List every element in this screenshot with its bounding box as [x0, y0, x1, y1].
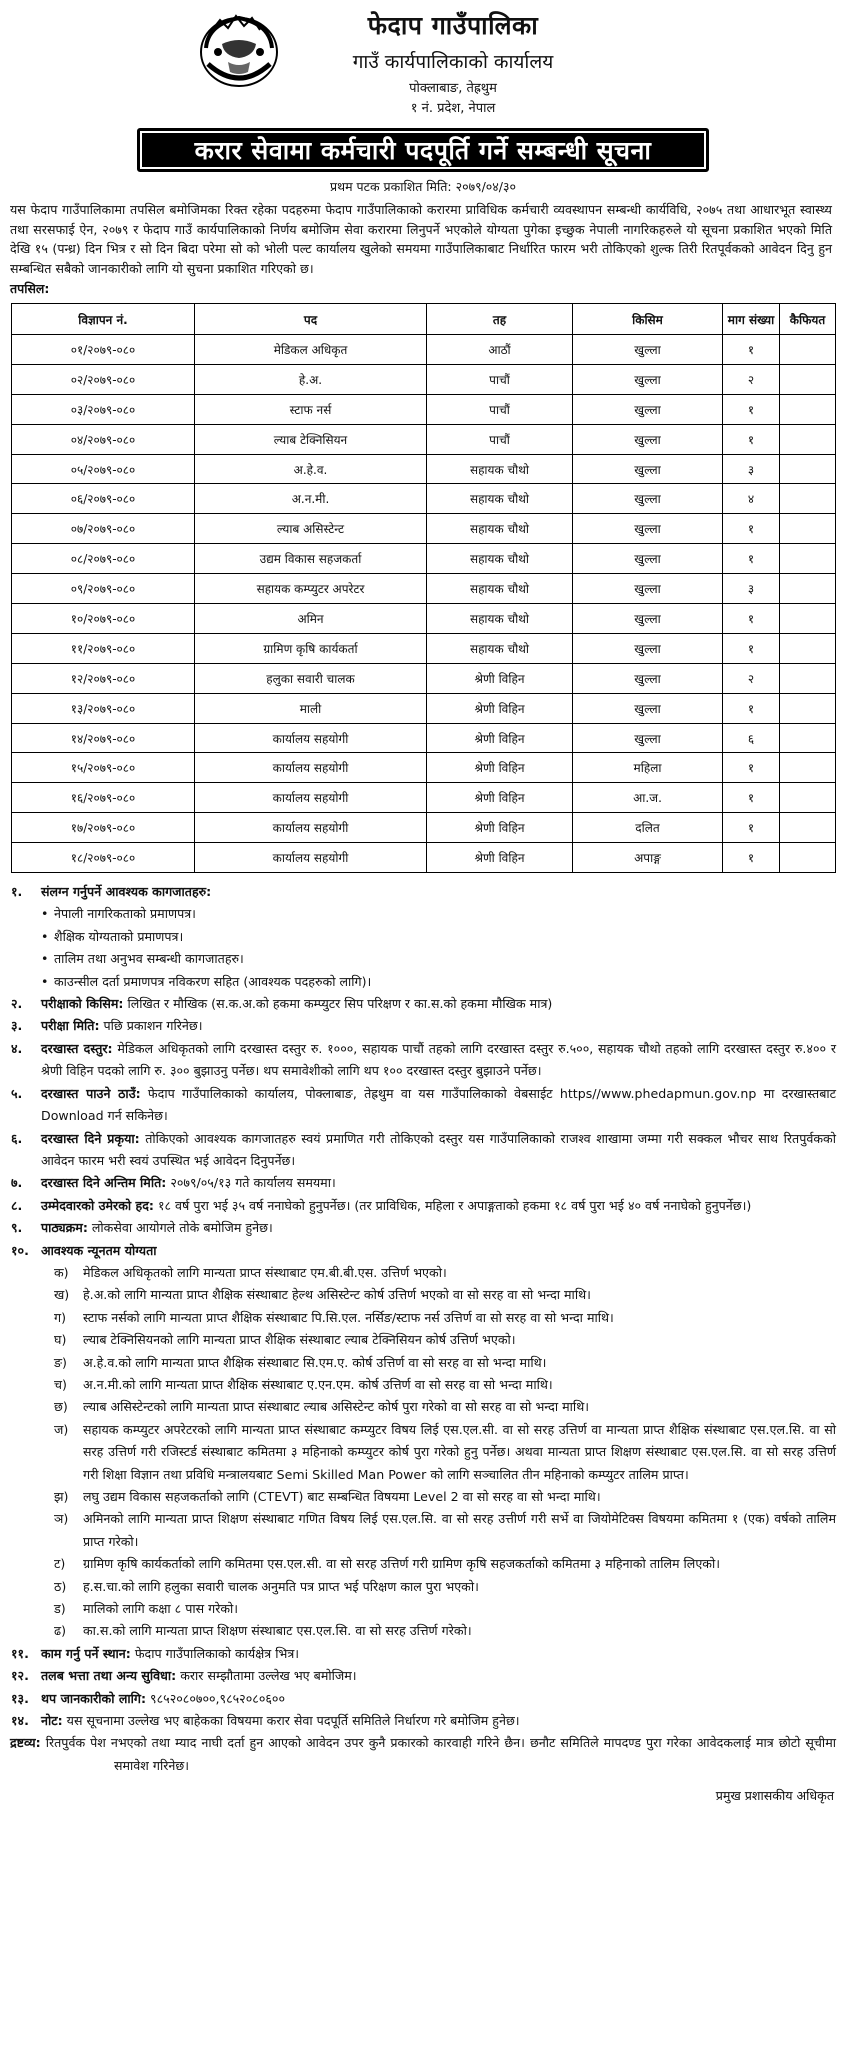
- remarks-cell: [780, 454, 836, 484]
- level-cell: श्रेणी विहिन: [427, 693, 573, 723]
- bullet-icon: •: [41, 928, 49, 944]
- level-cell: श्रेणी विहिन: [427, 813, 573, 843]
- count-cell: १: [723, 633, 780, 663]
- table-row: [12, 454, 836, 484]
- post-cell: हे.अ.: [195, 364, 427, 394]
- remarks-cell: [780, 394, 836, 424]
- level-cell: सहायक चौथो: [427, 454, 573, 484]
- note-number: २.: [11, 996, 23, 1012]
- note-13: [10, 1688, 836, 1710]
- note-label: दरखास्त दस्तुर:: [41, 1040, 113, 1056]
- post-cell: माली: [195, 693, 427, 723]
- item-marker: क): [54, 1264, 69, 1280]
- type-cell: दलित: [573, 813, 723, 843]
- qualification-item: [10, 1553, 836, 1575]
- note-label: परीक्षा मिति:: [41, 1018, 100, 1034]
- item-marker: च): [54, 1376, 67, 1392]
- note-3: [10, 1015, 836, 1037]
- qualification-item: [10, 1284, 836, 1306]
- list-item-text: शैक्षिक योग्यताको प्रमाणपत्र।: [54, 928, 184, 944]
- publish-date: प्रथम पटक प्रकाशित मिति: २०७९/०४/३०: [330, 179, 516, 194]
- col-header-ad-no: विज्ञापन नं.: [12, 304, 195, 335]
- post-cell: अ.हे.व.: [195, 454, 427, 484]
- table-row: [12, 335, 836, 365]
- note-text: मेडिकल अधिकृतको लागि दरखास्त दस्तुर रु. १०००, सहायक पाचौं तहको लागि दरखास्त दस्तुर रु.५००, सहायक चौथो तहको लागि दरखास्त दस्तुर रु.४०० र श्रेणी विहिन पदको लागि रु. ३०० बुझाउनु पर्नेछ। थप समावेशीको लागि थप १०० दरखास्त दस्तुर बुझाउने पर्नेछ।: [41, 1040, 836, 1079]
- ad-no-cell: १४/२०७९-०८०: [12, 723, 195, 753]
- item-marker: ढ): [54, 1623, 67, 1639]
- list-item: [10, 903, 836, 925]
- qualification-item: [10, 1598, 836, 1620]
- note-text: यस सूचनामा उल्लेख भए बाहेकका विषयमा करार सेवा पदपूर्ति समितिले निर्धारण गरे बमोजिम हुनेछ।: [62, 1713, 520, 1729]
- type-cell: खुल्ला: [573, 723, 723, 753]
- notice-title-banner: करार सेवामा कर्मचारी पदपूर्ति गर्ने सम्बन्धी सूचना: [137, 128, 709, 172]
- note-text: लिखित र मौखिक (स.क.अ.को हकमा कम्प्युटर सिप परिक्षण र का.स.को हकमा मौखिक मात्र): [123, 996, 553, 1012]
- item-text: अ.हे.व.को लागि मान्यता प्राप्त शैक्षिक संस्थाबाट सि.एम.ए. कोर्ष उत्तिर्ण वा सो सरह वा सो भन्दा माथि।: [83, 1354, 547, 1370]
- list-item-text: नेपाली नागरिकताको प्रमाणपत्र।: [54, 906, 196, 922]
- count-cell: २: [723, 663, 780, 693]
- remarks-cell: [780, 544, 836, 574]
- drishtavya-text: रितपुर्वक पेश नभएको तथा म्याद नाघी दर्ता हुन आएको आवेदन उपर कुनै प्रकारको कारवाही गरिने छैन। छनौट समितिले मापदण्ड पुरा गरेका आवेदकलाई मात्र छोटो सूचीमा समावेश गरिनेछ।: [40, 1735, 836, 1773]
- bullet-icon: •: [41, 906, 49, 922]
- post-cell: कार्यालय सहयोगी: [195, 723, 427, 753]
- note-number: ६.: [11, 1130, 23, 1146]
- remarks-cell: [780, 514, 836, 544]
- post-cell: स्टाफ नर्स: [195, 394, 427, 424]
- level-cell: सहायक चौथो: [427, 604, 573, 634]
- post-cell: कार्यालय सहयोगी: [195, 753, 427, 783]
- col-header-type: किसिम: [573, 304, 723, 335]
- count-cell: १: [723, 843, 780, 873]
- note-6: [10, 1128, 836, 1173]
- item-marker: ग): [54, 1309, 67, 1325]
- note-label: थप जानकारीको लागि:: [41, 1690, 147, 1706]
- org-office: गाउँ कार्यपालिकाको कार्यालय: [352, 51, 554, 73]
- note-number: ९.: [11, 1220, 23, 1236]
- table-row: [12, 813, 836, 843]
- qualification-item: [10, 1486, 836, 1508]
- note-text: पछि प्रकाशन गरिनेछ।: [99, 1018, 203, 1034]
- type-cell: खुल्ला: [573, 335, 723, 365]
- remarks-cell: [780, 813, 836, 843]
- note-4: [10, 1038, 836, 1083]
- note-text: ९८५२०८०७००,९८५२०८०६००: [146, 1690, 286, 1706]
- post-cell: अमिन: [195, 604, 427, 634]
- drishtavya-label: द्रष्टव्य:: [10, 1735, 41, 1751]
- item-text: हे.अ.को लागि मान्यता प्राप्त शैक्षिक संस्थाबाट हेल्थ असिस्टेन्ट कोर्ष उत्तिर्ण भएको वा सो सरह वा सो भन्दा माथि।: [83, 1287, 591, 1303]
- remarks-cell: [780, 723, 836, 753]
- col-header-post: पद: [195, 304, 427, 335]
- table-row: [12, 723, 836, 753]
- ad-no-cell: १५/२०७९-०८०: [12, 753, 195, 783]
- note-label: काम गर्नु पर्ने स्थान:: [41, 1645, 131, 1661]
- type-cell: आ.ज.: [573, 783, 723, 813]
- note-text: फेदाप गाउँपालिकाको कार्यक्षेत्र भित्र।: [130, 1645, 300, 1661]
- header: [10, 6, 836, 126]
- qualification-item: [10, 1307, 836, 1329]
- note-label: दरखास्त पाउने ठाउँ:: [41, 1085, 141, 1101]
- count-cell: ३: [723, 574, 780, 604]
- note-number: ८.: [11, 1197, 23, 1213]
- table-row: [12, 633, 836, 663]
- list-item: [10, 948, 836, 970]
- note-12: [10, 1665, 836, 1687]
- item-marker: ङ): [54, 1354, 67, 1370]
- item-text: सहायक कम्प्युटर अपरेटरको लागि मान्यता प्राप्त संस्थाबाट कम्प्युटर विषय लिई एस.एल.सी. वा सो सरह उत्तिर्ण वा मान्यता प्राप्त शैक्षिक संस्थाबाट एस.एल.सि. वा सो सरह उत्तिर्ण गरी रजिस्टर्ड संस्थाबाट कमितमा ३ महिनाको कम्प्युटर कोर्ष पुरा गरेको हुनु पर्नेछ। अथवा मान्यता प्राप्त शिक्षण संस्थाबाट एस.एल.सि. वा सो सरह उत्तिर्ण गरी शिक्षा विज्ञान तथा प्रविधि मन्त्रालयबाट Semi Skilled Man Power को लागि सञ्चालित तीन महिनाको कम्प्युटर तालिम प्राप्त।: [83, 1421, 836, 1482]
- post-cell: ल्याब टेक्निसियन: [195, 424, 427, 454]
- note-text: १८ वर्ष पुरा भई ३५ वर्ष ननाघेको हुनुपर्नेछ। (तर प्राविधिक, महिला र अपाङ्गताको हकमा १८ वर्ष पुरा भई ४० वर्ष ननाघेको हुनुपर्नेछ।): [153, 1197, 752, 1213]
- item-text: अ.न.मी.को लागि मान्यता प्राप्त शैक्षिक संस्थाबाट ए.एन.एम. कोर्ष उत्तिर्ण वा सो सरह वा सो भन्दा माथि।: [83, 1376, 553, 1392]
- count-cell: १: [723, 394, 780, 424]
- item-text: स्टाफ नर्सको लागि मान्यता प्राप्त शैक्षिक संस्थाबाट पि.सि.एल. नर्सिङ/स्टाफ नर्स उत्तिर्ण वा सो सरह वा सो भन्दा माथि।: [83, 1309, 614, 1325]
- col-header-remarks: कैफियत: [780, 304, 836, 335]
- item-text: लघु उद्यम विकास सहजकर्ताको लागि (CTEVT) बाट सम्बन्धित विषयमा Level 2 वा सो सरह वा सो भन्दा माथि।: [83, 1489, 601, 1504]
- count-cell: १: [723, 783, 780, 813]
- type-cell: खुल्ला: [573, 454, 723, 484]
- count-cell: ६: [723, 723, 780, 753]
- item-marker: ज): [54, 1421, 69, 1437]
- post-cell: ल्याब असिस्टेन्ट: [195, 514, 427, 544]
- note-label: पाठ्यक्रम:: [41, 1220, 88, 1236]
- post-cell: ग्रामिण कृषि कार्यकर्ता: [195, 633, 427, 663]
- level-cell: सहायक चौथो: [427, 484, 573, 514]
- note-label: दरखास्त दिने अन्तिम मिति:: [41, 1175, 167, 1191]
- note-5: [10, 1083, 836, 1128]
- qualification-item: [10, 1576, 836, 1598]
- level-cell: पाचौं: [427, 424, 573, 454]
- note-1: [10, 881, 836, 903]
- note-number: ११.: [11, 1645, 29, 1661]
- note-number: १३.: [11, 1690, 29, 1706]
- qualification-item: [10, 1620, 836, 1642]
- qualification-item: [10, 1329, 836, 1351]
- bullet-icon: •: [41, 973, 49, 989]
- note-text: लोकसेवा आयोगले तोके बमोजिम हुनेछ।: [87, 1220, 273, 1236]
- count-cell: १: [723, 514, 780, 544]
- ad-no-cell: ०३/२०७९-०८०: [12, 394, 195, 424]
- post-cell: कार्यालय सहयोगी: [195, 843, 427, 873]
- type-cell: खुल्ला: [573, 484, 723, 514]
- col-header-level: तह: [427, 304, 573, 335]
- remarks-cell: [780, 633, 836, 663]
- item-marker: घ): [54, 1332, 67, 1348]
- level-cell: श्रेणी विहिन: [427, 783, 573, 813]
- type-cell: खुल्ला: [573, 424, 723, 454]
- count-cell: १: [723, 544, 780, 574]
- ad-no-cell: ०४/२०७९-०८०: [12, 424, 195, 454]
- item-marker: झ): [54, 1489, 69, 1504]
- ad-no-cell: ०५/२०७९-०८०: [12, 454, 195, 484]
- level-cell: श्रेणी विहिन: [427, 663, 573, 693]
- note-8: [10, 1195, 836, 1217]
- note-number: १२.: [11, 1668, 29, 1684]
- note-label: दरखास्त दिने प्रकृया:: [41, 1130, 140, 1146]
- ad-no-cell: १७/२०७९-०८०: [12, 813, 195, 843]
- count-cell: १: [723, 813, 780, 843]
- item-marker: छ): [54, 1399, 68, 1415]
- notes-section: [10, 881, 836, 1777]
- item-marker: ट): [54, 1556, 66, 1572]
- post-cell: अ.न.मी.: [195, 484, 427, 514]
- drishtavya-note: [10, 1732, 836, 1777]
- type-cell: अपाङ्ग: [573, 843, 723, 873]
- ad-no-cell: १२/२०७९-०८०: [12, 663, 195, 693]
- ad-no-cell: १८/२०७९-०८०: [12, 843, 195, 873]
- remarks-cell: [780, 843, 836, 873]
- note-number: ५.: [11, 1085, 23, 1101]
- item-text: मेडिकल अधिकृतको लागि मान्यता प्राप्त संस्थाबाट एम.बी.बी.एस. उत्तिर्ण भएको।: [83, 1264, 447, 1280]
- count-cell: १: [723, 693, 780, 723]
- required-documents-list: [10, 903, 836, 993]
- item-marker: ख): [54, 1287, 70, 1303]
- note-label: उम्मेदवारको उमेरको हद:: [41, 1197, 154, 1213]
- post-cell: मेडिकल अधिकृत: [195, 335, 427, 365]
- qualification-item: [10, 1396, 836, 1418]
- note-11: [10, 1643, 836, 1665]
- remarks-cell: [780, 753, 836, 783]
- table-row: [12, 364, 836, 394]
- item-text: का.स.को लागि मान्यता प्राप्त शिक्षण संस्थाबाट एस.एल.सि. वा सो सरह उत्तिर्ण गरेको।: [83, 1623, 472, 1639]
- level-cell: सहायक चौथो: [427, 514, 573, 544]
- level-cell: सहायक चौथो: [427, 633, 573, 663]
- post-cell: सहायक कम्प्युटर अपरेटर: [195, 574, 427, 604]
- type-cell: खुल्ला: [573, 574, 723, 604]
- ad-no-cell: ०६/२०७९-०८०: [12, 484, 195, 514]
- table-row: [12, 424, 836, 454]
- type-cell: खुल्ला: [573, 604, 723, 634]
- note-2: [10, 993, 836, 1015]
- count-cell: १: [723, 753, 780, 783]
- tapsil-label: तपसिल:: [10, 281, 50, 296]
- level-cell: आठौं: [427, 335, 573, 365]
- level-cell: श्रेणी विहिन: [427, 843, 573, 873]
- remarks-cell: [780, 484, 836, 514]
- signature-title: प्रमुख प्रशासकीय अधिकृत: [715, 1788, 834, 1804]
- note-number: ७.: [11, 1175, 23, 1191]
- type-cell: खुल्ला: [573, 633, 723, 663]
- note-text: तोकिएको आवश्यक कागजातहरु स्वयं प्रमाणित गरी तोकिएको दस्तुर यस गाउँपालिकाको राजश्व शाखामा जम्मा गरी सक्कल भौचर साथ रितपुर्वकको आवेदन फारम भरी स्वयं उपस्थित भई आवेदन दिनुपर्नेछ।: [41, 1130, 836, 1168]
- table-row: [12, 783, 836, 813]
- table-row: [12, 514, 836, 544]
- ad-no-cell: ०१/२०७९-०८०: [12, 335, 195, 365]
- note-number: ३.: [11, 1018, 23, 1034]
- ad-no-cell: १३/२०७९-०८०: [12, 693, 195, 723]
- list-item: [10, 926, 836, 948]
- type-cell: खुल्ला: [573, 693, 723, 723]
- ad-no-cell: ०७/२०७९-०८०: [12, 514, 195, 544]
- table-row: [12, 604, 836, 634]
- org-address-line-1: पोक्लाबाङ, तेह्रथुम: [409, 81, 497, 96]
- item-marker: ञ): [54, 1511, 69, 1527]
- table-row: [12, 843, 836, 873]
- count-cell: १: [723, 335, 780, 365]
- note-text: करार सम्झौतामा उल्लेख भए बमोजिम।: [176, 1668, 357, 1684]
- post-cell: उद्यम विकास सहजकर्ता: [195, 544, 427, 574]
- level-cell: पाचौं: [427, 394, 573, 424]
- note-label: नोट:: [41, 1713, 63, 1729]
- item-text: ह.स.चा.को लागि हलुका सवारी चालक अनुमति पत्र प्राप्त भई परिक्षण काल पुरा भएको।: [83, 1578, 479, 1594]
- note-label: आवश्यक न्यूनतम योग्यता: [41, 1242, 157, 1258]
- bullet-icon: •: [41, 951, 49, 967]
- col-header-count: माग संख्या: [723, 304, 780, 335]
- remarks-cell: [780, 424, 836, 454]
- ad-no-cell: १०/२०७९-०८०: [12, 604, 195, 634]
- ad-no-cell: ०२/२०७९-०८०: [12, 364, 195, 394]
- post-cell: कार्यालय सहयोगी: [195, 783, 427, 813]
- note-10: [10, 1240, 836, 1262]
- table-row: [12, 693, 836, 723]
- table-row: [12, 574, 836, 604]
- type-cell: खुल्ला: [573, 544, 723, 574]
- remarks-cell: [780, 335, 836, 365]
- item-text: अमिनको लागि मान्यता प्राप्त शिक्षण संस्थाबाट गणित विषय लिई एस.एल.सि. वा सो सरह उत्तीर्ण गरी सर्भे वा जियोमेटिक्स विषयमा कमितमा १ (एक) वर्षको तालिम प्राप्त गरेको।: [83, 1511, 836, 1549]
- level-cell: सहायक चौथो: [427, 574, 573, 604]
- intro-paragraph: यस फेदाप गाउँपालिकामा तपसिल बमोजिमका रिक्त रहेका पदहरुमा फेदाप गाउँपालिकाको करारमा प्राविधिक कर्मचारी व्यवस्थापन सम्बन्धी कार्यविधि, २०७५ तथा आधारभूत स्वास्थ्य तथा सरसफाई ऐन, २०७९ र फेदाप गाउँ कार्यपालिकाको निर्णय बमोजिम सेवा करारमा लिनुपर्ने भएकोले योग्यता पुगेका इच्छुक नेपाली नागरिकहरुले यो सूचना प्रकाशित भएको मिति देखि १५ (पन्ध्र) दिन भित्र र सो दिन बिदा परेमा सो को भोली पल्ट कार्यालय खुलेको समयमा गाउँपालिकाबाट निर्धारित फारम भरी तोकिएको शुल्क तिरी रितपूर्वकको आवेदन दिनु हुन सम्बन्धित सबैको जानकारीको लागि यो सुचना प्रकाशित गरिएको छ।: [10, 202, 832, 276]
- type-cell: खुल्ला: [573, 394, 723, 424]
- qualification-item: [10, 1374, 836, 1396]
- count-cell: ३: [723, 454, 780, 484]
- remarks-cell: [780, 574, 836, 604]
- vacancy-table: [11, 303, 836, 873]
- count-cell: १: [723, 424, 780, 454]
- vacancy-table-body: [12, 335, 836, 873]
- count-cell: १: [723, 604, 780, 634]
- item-text: मालिको लागि कक्षा ८ पास गरेको।: [83, 1601, 239, 1617]
- note-number: १४.: [11, 1713, 29, 1729]
- org-address-line-2: १ नं. प्रदेश, नेपाल: [410, 101, 496, 116]
- table-row: [12, 753, 836, 783]
- note-text: २०७९/०५/१३ गते कार्यालय समयमा।: [166, 1175, 336, 1191]
- note-14: [10, 1710, 836, 1732]
- post-cell: कार्यालय सहयोगी: [195, 813, 427, 843]
- remarks-cell: [780, 604, 836, 634]
- note-7: [10, 1172, 836, 1194]
- qualification-item: [10, 1419, 836, 1486]
- count-cell: २: [723, 364, 780, 394]
- ad-no-cell: १६/२०७९-०८०: [12, 783, 195, 813]
- org-name: फेदाप गाउँपालिका: [367, 11, 539, 40]
- ad-no-cell: ०९/२०७९-०८०: [12, 574, 195, 604]
- table-row: [12, 484, 836, 514]
- note-label: तलब भत्ता तथा अन्य सुविधा:: [41, 1668, 177, 1684]
- remarks-cell: [780, 364, 836, 394]
- table-row: [12, 394, 836, 424]
- item-text: ल्याब असिस्टेन्टको लागि मान्यता प्राप्त संस्थाबाट ल्याब असिस्टेन्ट कोर्ष पुरा गरेको वा सो सरह वा सो भन्दा माथि।: [83, 1399, 590, 1415]
- qualification-item: [10, 1352, 836, 1374]
- note-text: फेदाप गाउँपालिकाको कार्यालय, पोक्लाबाङ, तेह्रथुम वा यस गाउँपालिकाको वेबसाईट https//www.phedapmun.gov.np मा दरखास्तबाट Download गर्न सकिनेछ।: [41, 1085, 836, 1124]
- table-row: [12, 544, 836, 574]
- note-number: ४.: [11, 1040, 23, 1056]
- count-cell: ४: [723, 484, 780, 514]
- level-cell: श्रेणी विहिन: [427, 723, 573, 753]
- note-number: १०.: [11, 1242, 29, 1258]
- qualification-item: [10, 1508, 836, 1553]
- list-item-text: तालिम तथा अनुभव सम्बन्धी कागजातहरु।: [54, 951, 244, 967]
- type-cell: महिला: [573, 753, 723, 783]
- list-item: [10, 971, 836, 993]
- type-cell: खुल्ला: [573, 663, 723, 693]
- type-cell: खुल्ला: [573, 514, 723, 544]
- table-header-row: [12, 304, 836, 335]
- qualifications-list: [10, 1262, 836, 1643]
- ad-no-cell: ०८/२०७९-०८०: [12, 544, 195, 574]
- remarks-cell: [780, 693, 836, 723]
- item-marker: ड): [54, 1601, 66, 1617]
- level-cell: श्रेणी विहिन: [427, 753, 573, 783]
- ad-no-cell: ११/२०७९-०८०: [12, 633, 195, 663]
- item-text: ग्रामिण कृषि कार्यकर्ताको लागि कमितमा एस.एल.सी. वा सो सरह उत्तिर्ण गरी ग्रामिण कृषि सहजकर्ताको कमितमा ३ महिनाको तालिम लिएको।: [83, 1556, 720, 1572]
- type-cell: खुल्ला: [573, 364, 723, 394]
- remarks-cell: [780, 663, 836, 693]
- note-number: १.: [11, 884, 23, 900]
- item-text: ल्याब टेक्निसियनको लागि मान्यता प्राप्त शैक्षिक संस्थाबाट ल्याब टेक्निसियन कोर्ष उत्तिर्ण भएको।: [83, 1332, 516, 1348]
- post-cell: हलुका सवारी चालक: [195, 663, 427, 693]
- note-label: परीक्षाको किसिम:: [41, 996, 124, 1012]
- qualification-item: [10, 1262, 836, 1284]
- level-cell: सहायक चौथो: [427, 544, 573, 574]
- table-row: [12, 663, 836, 693]
- note-9: [10, 1217, 836, 1239]
- note-label: संलग्न गर्नुपर्ने आवश्यक कागजातहरु:: [41, 884, 212, 900]
- list-item-text: काउन्सील दर्ता प्रमाणपत्र नविकरण सहित (आवश्यक पदहरुको लागि)।: [54, 973, 372, 989]
- remarks-cell: [780, 783, 836, 813]
- item-marker: ठ): [54, 1578, 67, 1594]
- level-cell: पाचौं: [427, 364, 573, 394]
